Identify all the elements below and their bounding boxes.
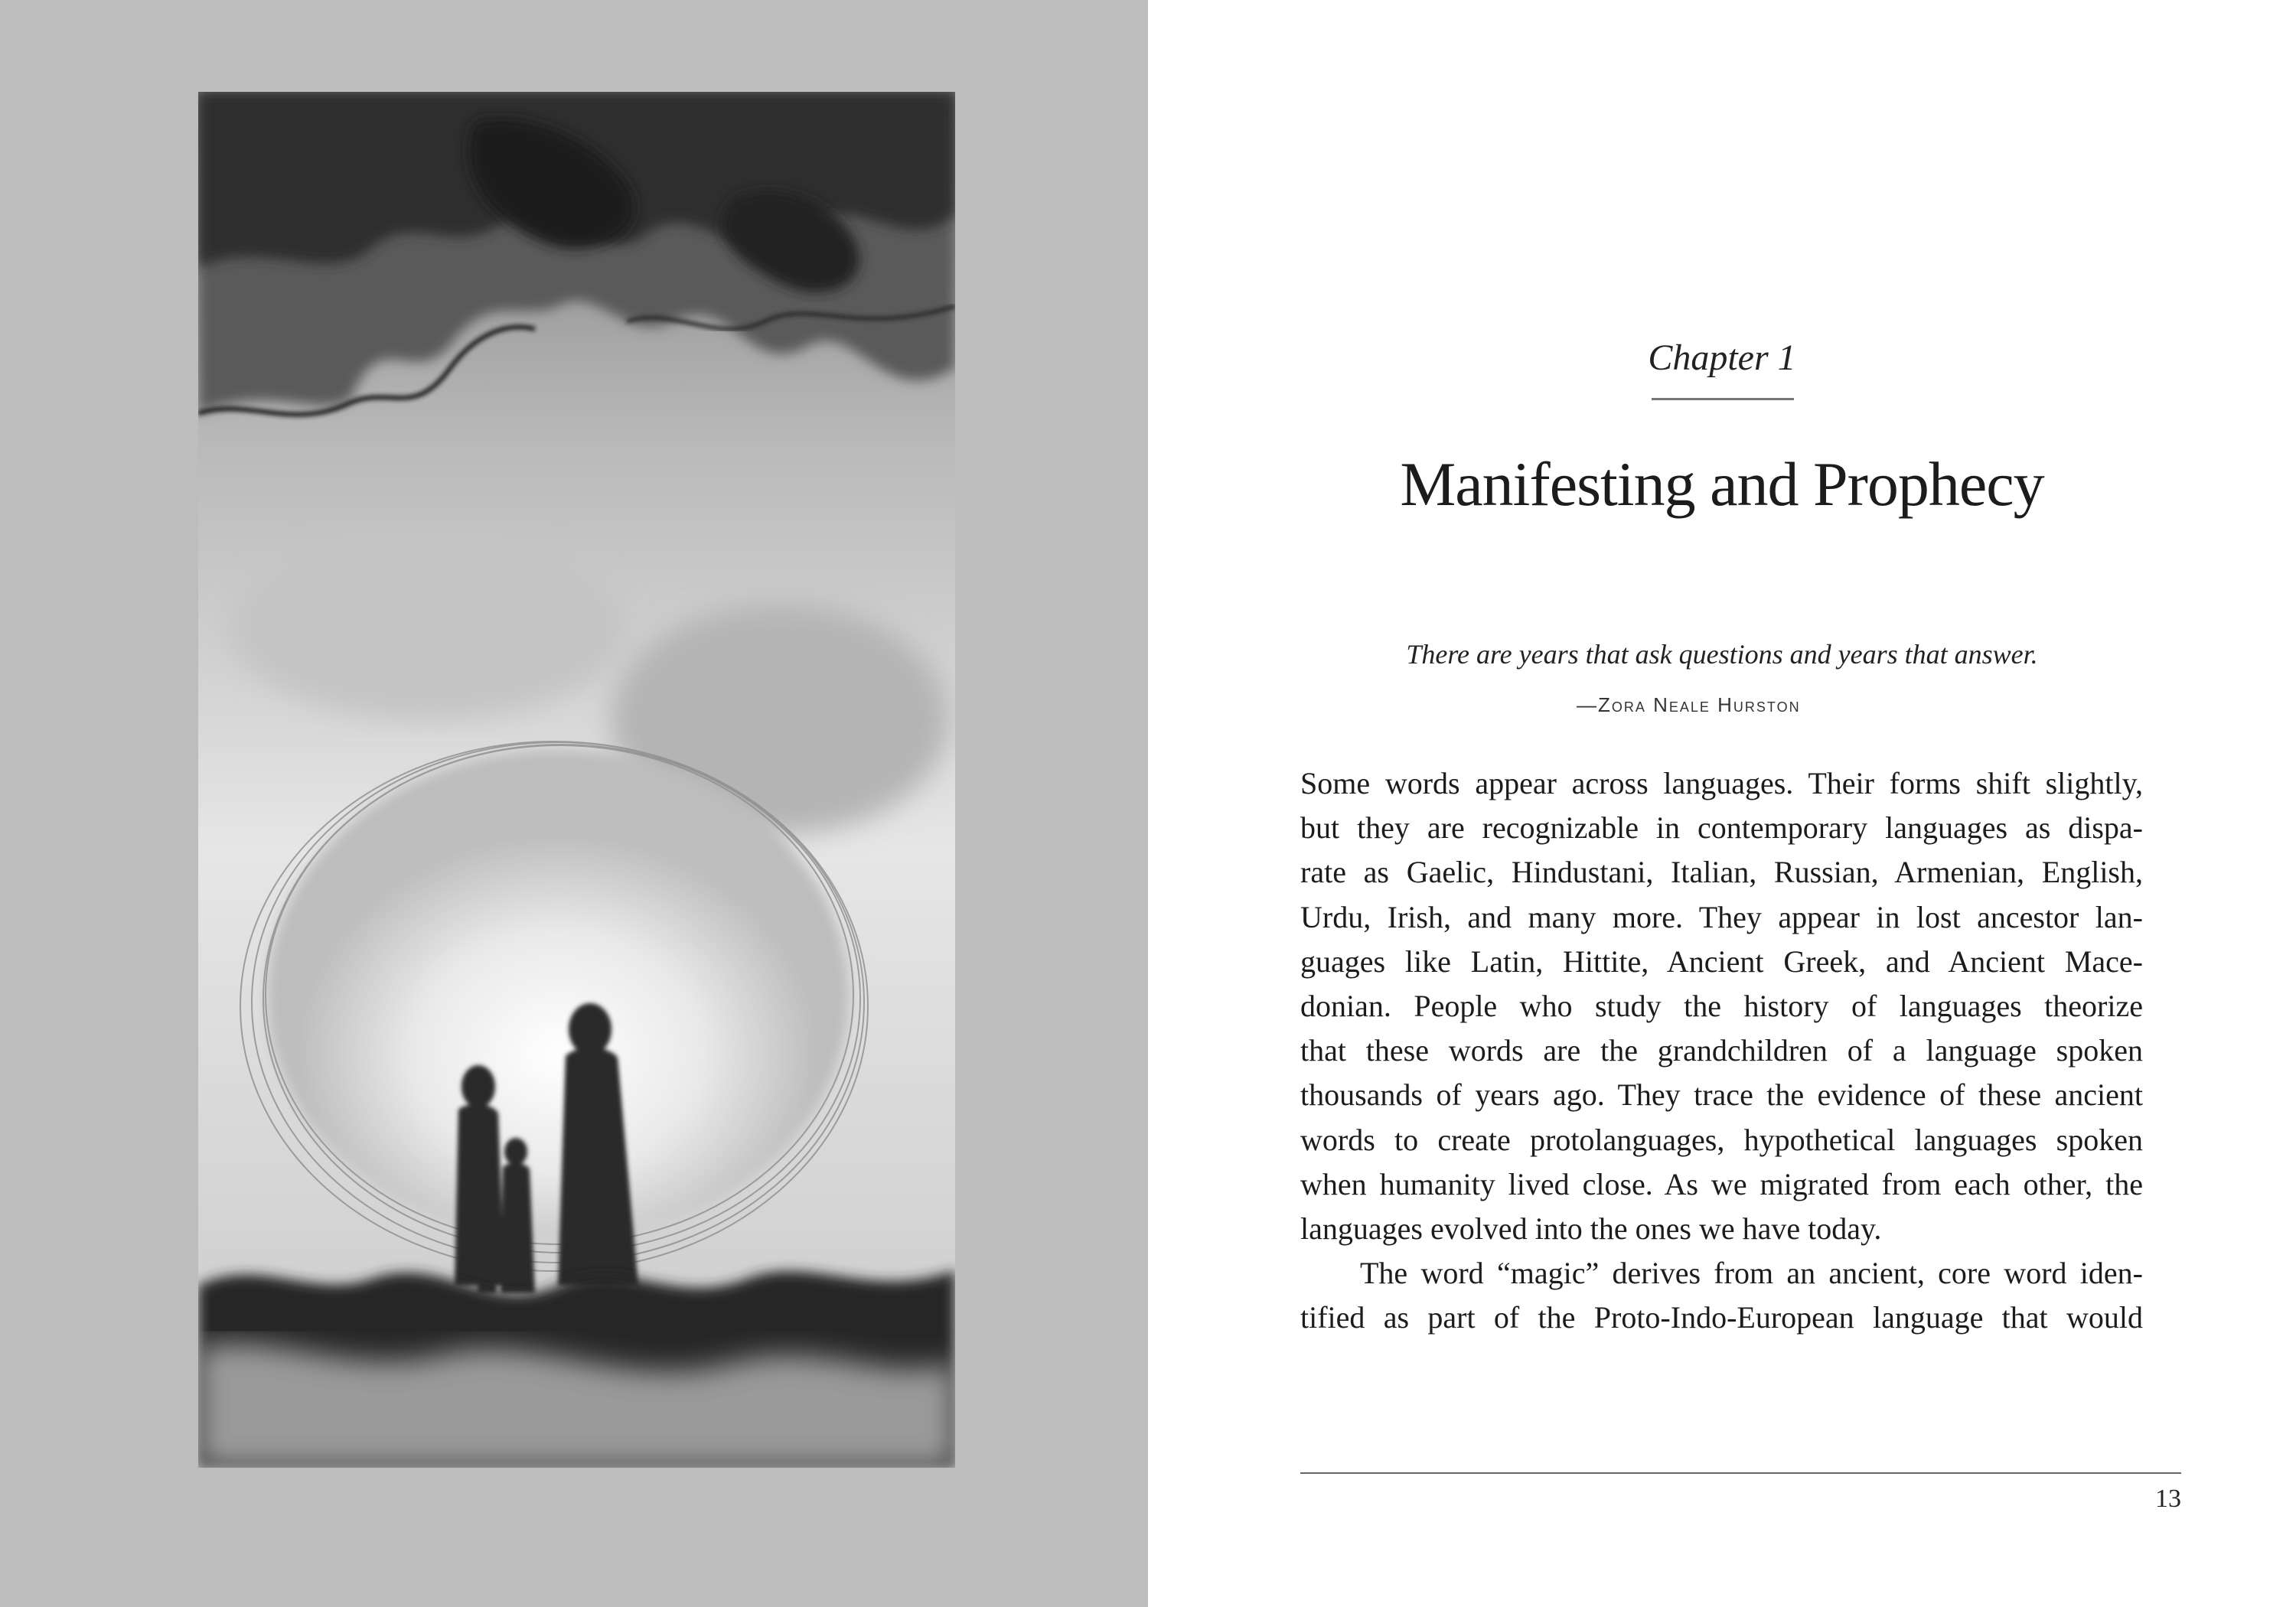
body-line: languages evolved into the ones we have today. <box>1300 1211 1882 1246</box>
body-line: but they are recognizable in contemporary languages as dispa- <box>1300 810 2143 846</box>
chapter-divider <box>1652 398 1794 400</box>
epigraph-attribution <box>1577 693 2265 717</box>
body-line: that these words are the grandchildren of a language spoken <box>1300 1033 2143 1068</box>
page-number: 13 <box>2155 1485 2181 1513</box>
chapter-label: Chapter 1 <box>1648 337 1796 378</box>
body-text <box>1300 761 2143 1340</box>
illustration-art <box>198 92 955 1468</box>
attribution-text: —Zora Neale Hurston <box>1577 693 1801 716</box>
chapter-title: Manifesting and Prophecy <box>1400 449 2044 519</box>
ink-wash-illustration <box>198 92 955 1468</box>
body-line: when humanity lived close. As we migrated from each other, the <box>1300 1166 2143 1201</box>
epigraph-quote: There are years that ask questions and years that answer. <box>1406 639 2038 670</box>
body-line: thousands of years ago. They trace the evidence of these ancient <box>1300 1077 2143 1113</box>
body-line: Urdu, Irish, and many more. They appear in lost ancestor lan- <box>1300 899 2143 934</box>
footer-rule <box>1300 1472 2181 1474</box>
body-line: The word “magic” derives from an ancient, core word iden- <box>1360 1256 2143 1291</box>
body-line: rate as Gaelic, Hindustani, Italian, Russian, Armenian, English, <box>1300 855 2143 890</box>
body-line: tified as part of the Proto-Indo-European language that would <box>1300 1300 2143 1335</box>
body-line: donian. People who study the history of languages theorize <box>1300 988 2143 1023</box>
body-line: Some words appear across languages. Their forms shift slightly, <box>1300 766 2143 800</box>
body-line: words to create protolanguages, hypothetical languages spoken <box>1300 1122 2143 1157</box>
body-line: guages like Latin, Hittite, Ancient Greek, and Ancient Mace- <box>1300 944 2143 979</box>
right-page <box>1148 0 2296 1607</box>
